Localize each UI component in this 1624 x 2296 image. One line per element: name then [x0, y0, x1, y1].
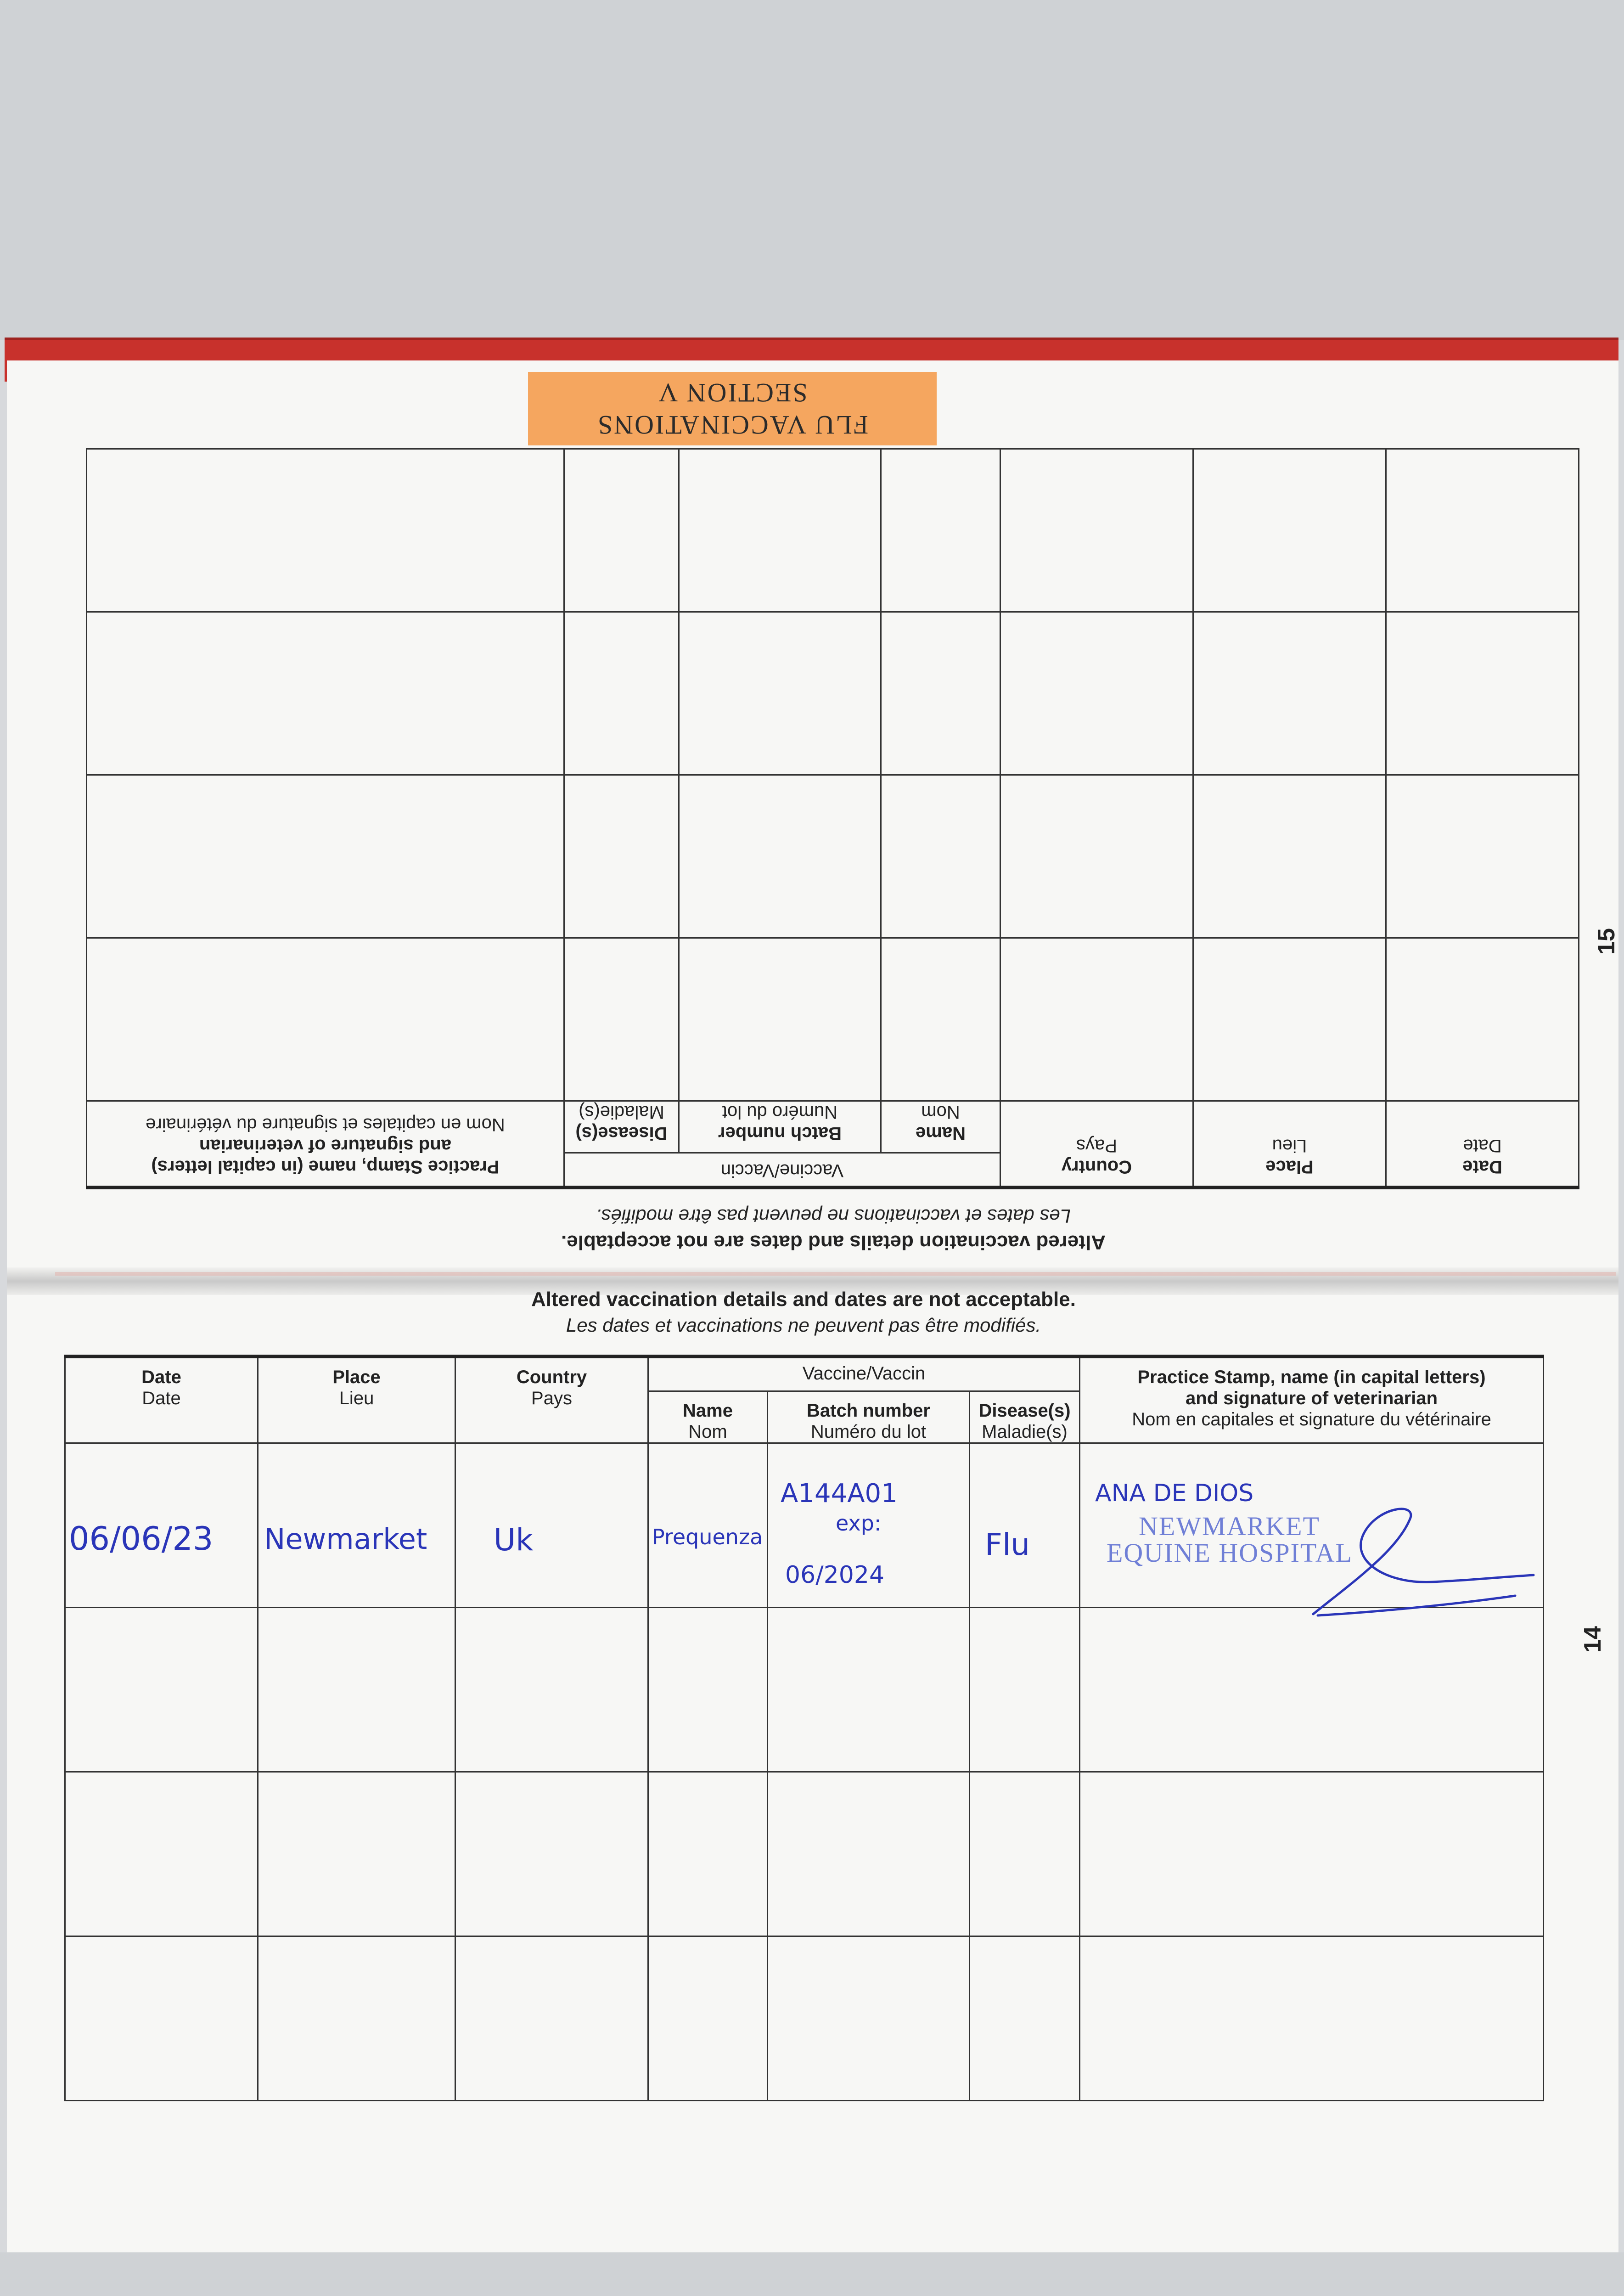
entry-date: 06/06/23 [69, 1520, 214, 1558]
entry-vaccine-name: Prequenza [652, 1525, 763, 1549]
table-row [65, 1772, 1544, 1936]
upper-vaccination-table [86, 448, 1579, 1189]
page-number-14: 14 [1579, 1626, 1606, 1653]
header-date: Date Date [65, 1356, 258, 1443]
scanner-background-bottom [0, 2252, 1624, 2296]
header-disease: Disease(s) Maladie(s) [970, 1391, 1080, 1443]
header-vaccine: Vaccine/Vaccin [564, 1153, 1000, 1188]
header-date: Date Date [1386, 1101, 1579, 1188]
header-place: Place Lieu [1193, 1101, 1386, 1188]
table-row [86, 938, 1579, 1101]
entry-place: Newmarket [264, 1522, 427, 1556]
header-place: Place Lieu [258, 1356, 455, 1443]
banner-section: SECTION V [657, 378, 808, 408]
lower-vaccination-table [64, 1355, 1544, 2101]
header-batch-number: Batch number Numéro du lot [679, 1101, 881, 1153]
entry-batch-number: A144A01 [781, 1479, 898, 1508]
upper-notice-en: Altered vaccination details and dates are not acceptable. [561, 1231, 1106, 1254]
flu-vaccinations-banner [528, 372, 937, 445]
header-country: Country Pays [455, 1356, 648, 1443]
table-row [65, 1936, 1544, 2101]
table-row [86, 612, 1579, 775]
banner-title: FLU VACCINATIONS [596, 410, 869, 440]
scanner-background [0, 0, 1624, 340]
entry-country: Uk [494, 1522, 534, 1558]
header-vaccine: Vaccine/Vaccin [648, 1356, 1080, 1391]
entry-disease: Flu [985, 1527, 1030, 1562]
upper-notice-fr: Les dates et vaccinations ne peuvent pas être modifiés. [596, 1205, 1071, 1227]
header-disease: Disease(s) Maladie(s) [564, 1101, 679, 1153]
entry-batch-exp-date: 06/2024 [785, 1561, 885, 1589]
header-practice-stamp: Practice Stamp, name (in capital letters) and signature of veterinarian Nom en capitales et signature du vétérinaire [86, 1101, 564, 1188]
upper-page-content [87, 367, 1579, 1263]
header-country: Country Pays [1000, 1101, 1193, 1188]
fold-line [55, 1272, 1616, 1276]
veterinarian-signature [1258, 1502, 1543, 1621]
table-row [86, 449, 1579, 612]
entry-batch-exp-label: exp: [836, 1511, 882, 1536]
practice-stamp-line2: EQUINE HOSPITAL [1107, 1538, 1353, 1568]
header-vaccine-name: Name Nom [648, 1391, 768, 1443]
header-practice-stamp: Practice Stamp, name (in capital letters) and signature of veterinarian Nom en capitales et signature du vétérinaire [1080, 1356, 1544, 1443]
entry-vet-name: ANA DE DIOS [1095, 1480, 1254, 1507]
practice-stamp-line1: NEWMARKET [1139, 1511, 1320, 1541]
table-row [65, 1608, 1544, 1772]
page-number-15: 15 [1593, 928, 1620, 955]
header-vaccine-name: Name Nom [881, 1101, 1000, 1153]
header-batch-number: Batch number Numéro du lot [768, 1391, 970, 1443]
lower-notice-en: Altered vaccination details and dates are not acceptable. [531, 1288, 1076, 1311]
lower-notice-fr: Les dates et vaccinations ne peuvent pas être modifiés. [566, 1314, 1041, 1336]
table-row [86, 775, 1579, 938]
